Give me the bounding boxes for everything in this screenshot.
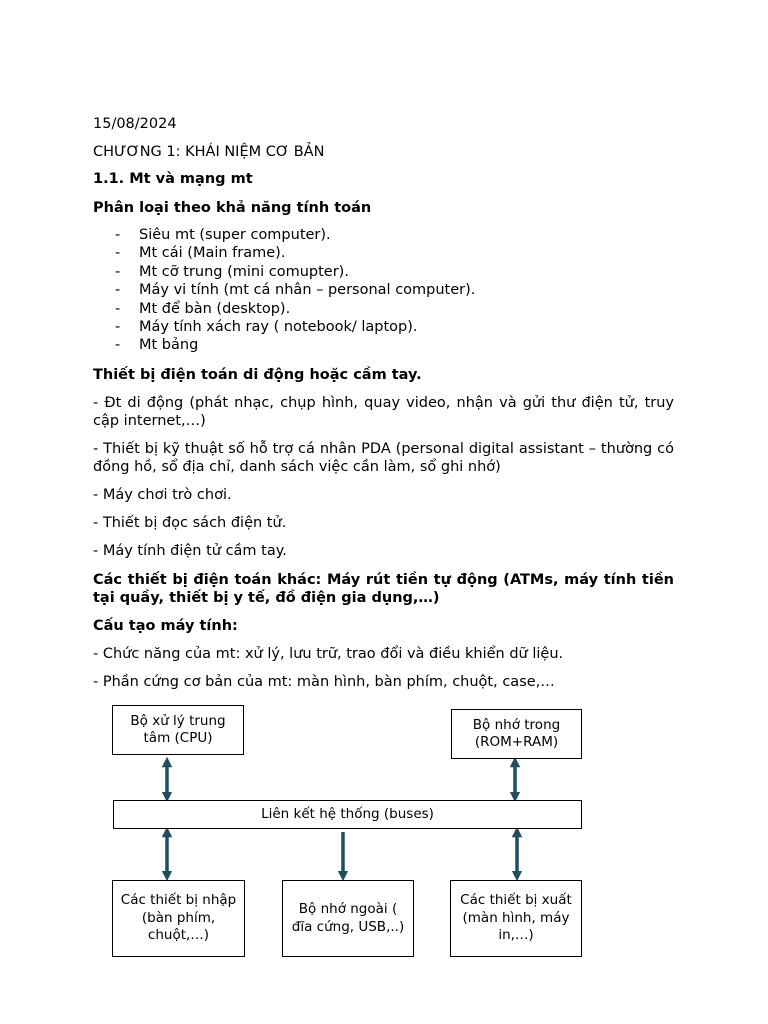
- bullet-dash: -: [115, 319, 121, 336]
- structure-heading: Cấu tạo máy tính:: [93, 618, 238, 634]
- list-item: - Máy vi tính (mt cá nhân – personal computer).: [115, 282, 476, 299]
- bullet-dash: -: [115, 263, 121, 280]
- chapter-title: CHƯƠNG 1: KHÁI NIỆM CƠ BẢN: [93, 144, 325, 160]
- list-item: - Mt bảng: [115, 337, 199, 354]
- list-item: - Mt cỡ trung (mini comupter).: [115, 263, 349, 280]
- section-heading: 1.1. Mt và mạng mt: [93, 171, 253, 187]
- structure-function: - Chức năng của mt: xử lý, lưu trữ, trao đổi và điều khiển dữ liệu.: [93, 646, 564, 662]
- bullet-dash: -: [115, 337, 121, 354]
- internal-memory-box: Bộ nhớ trong (ROM+RAM): [451, 709, 582, 759]
- mobile-item-calculator: - Máy tính điện tử cầm tay.: [93, 543, 287, 559]
- classification-heading: Phân loại theo khả năng tính toán: [93, 200, 372, 216]
- cpu-box: Bộ xử lý trung tâm (CPU): [112, 705, 244, 755]
- mobile-item-console: - Máy chơi trò chơi.: [93, 487, 232, 503]
- bullet-dash: -: [115, 227, 121, 243]
- other-devices: Các thiết bị điện toán khác: Máy rút tiền tự động (ATMs, máy tính tiền tại quầy, thiết bị y tế, đồ điện gia dụng,…): [93, 572, 674, 606]
- structure-hardware: - Phần cứng cơ bản của mt: màn hình, bàn phím, chuột, case,…: [93, 674, 555, 690]
- list-item: - Mt để bàn (desktop).: [115, 300, 291, 317]
- mobile-heading: Thiết bị điện toán di động hoặc cầm tay.: [93, 367, 422, 383]
- mobile-item-phone: - Đt di động (phát nhạc, chụp hình, quay video, nhận và gửi thư điện tử, truy cập internet,…): [93, 395, 674, 429]
- mobile-item-pda: - Thiết bị kỹ thuật số hỗ trợ cá nhân PDA (personal digital assistant – thường có đồng hồ, sổ địa chỉ, danh sách việc cần làm, sổ ghi nhớ): [93, 441, 674, 475]
- output-devices-box: Các thiết bị xuất (màn hình, máy in,…): [450, 880, 582, 957]
- system-bus-box: Liên kết hệ thống (buses): [113, 800, 582, 829]
- bullet-dash: -: [115, 245, 121, 262]
- mobile-item-ereader: - Thiết bị đọc sách điện tử.: [93, 515, 287, 531]
- list-item: - Siêu mt (super computer).: [115, 227, 331, 243]
- date: 15/08/2024: [93, 116, 177, 132]
- bullet-dash: -: [115, 300, 121, 317]
- bullet-dash: -: [115, 282, 121, 299]
- external-memory-box: Bộ nhớ ngoài ( đĩa cứng, USB,..): [282, 880, 414, 957]
- list-item: - Máy tính xách ray ( notebook/ laptop).: [115, 319, 418, 336]
- input-devices-box: Các thiết bị nhập (bàn phím, chuột,…): [112, 880, 245, 957]
- list-item: - Mt cái (Main frame).: [115, 245, 286, 262]
